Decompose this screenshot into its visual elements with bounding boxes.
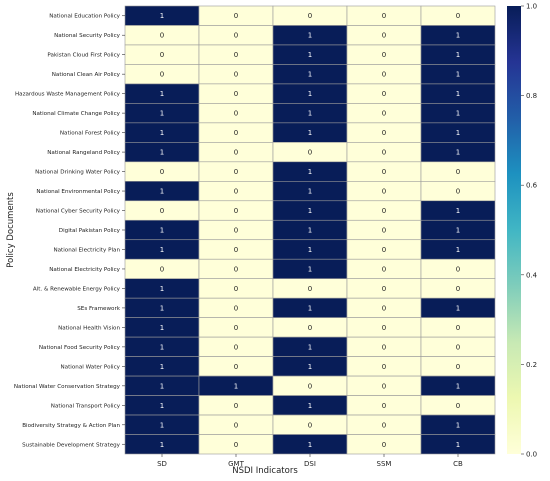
cell-value-label: 0	[233, 304, 239, 313]
y-tick-label: Hazardous Waste Management Policy	[14, 91, 120, 98]
cell-value-label: 0	[233, 401, 239, 410]
colorbar-tick-label: 0.8	[526, 92, 538, 101]
cell-value-label: 1	[159, 284, 165, 293]
cell-value-label: 0	[381, 12, 387, 21]
x-tick-label: SD	[157, 460, 167, 468]
cell-value-label: 1	[307, 90, 313, 99]
cell-value-label: 0	[381, 245, 387, 254]
colorbar	[507, 6, 521, 454]
cell-value-label: 1	[455, 148, 461, 157]
cell-value-label: 0	[307, 284, 313, 293]
x-tick-label: DSI	[304, 460, 316, 468]
cell-value-label: 0	[381, 187, 387, 196]
cell-value-label: 1	[159, 12, 165, 21]
cell-value-label: 0	[233, 148, 239, 157]
y-tick-label: National Forest Policy	[59, 130, 120, 137]
cell-value-label: 0	[233, 168, 239, 177]
cell-value-label: 0	[233, 129, 239, 138]
cell-value-label: 0	[455, 323, 461, 332]
cell-value-label: 1	[455, 70, 461, 79]
cell-value-label: 0	[455, 168, 461, 177]
cell-value-label: 1	[307, 109, 313, 118]
x-axis-label: NSDI Indicators	[232, 466, 298, 476]
cell-value-label: 1	[159, 90, 165, 99]
cell-value-label: 1	[233, 382, 239, 391]
colorbar-tick-label: 0.6	[526, 181, 538, 190]
cell-value-label: 1	[159, 343, 165, 352]
cell-value-label: 1	[307, 51, 313, 60]
cell-value-label: 1	[307, 168, 313, 177]
colorbar-ticks	[521, 3, 538, 459]
cell-value-label: 0	[159, 51, 165, 60]
y-tick-label: National Water Conservation Strategy	[13, 383, 120, 390]
cell-value-label: 0	[233, 207, 239, 216]
cell-value-label: 1	[455, 382, 461, 391]
y-tick-label: Biodiversity Strategy & Action Plan	[22, 422, 120, 429]
cell-value-label: 0	[381, 343, 387, 352]
x-tick-label: GMT	[228, 460, 244, 468]
cell-value-label: 0	[381, 421, 387, 430]
cell-value-label: 0	[381, 362, 387, 371]
cell-value-label: 0	[307, 12, 313, 21]
y-tick-label: National Transport Policy	[50, 403, 120, 410]
cell-value-label: 0	[233, 343, 239, 352]
cell-value-label: 0	[233, 440, 239, 449]
cell-value-label: 1	[159, 382, 165, 391]
cell-value-label: 1	[307, 362, 313, 371]
cell-value-label: 0	[233, 90, 239, 99]
cell-value-label: 0	[307, 323, 313, 332]
y-tick-label: National Clean Air Policy	[51, 72, 120, 79]
y-tick-label: National Cyber Security Policy	[35, 208, 120, 215]
cell-value-label: 0	[381, 90, 387, 99]
y-tick-labels	[14, 14, 125, 449]
cell-value-label: 1	[455, 226, 461, 235]
cell-value-label: 0	[233, 70, 239, 79]
cell-value-label: 0	[455, 401, 461, 410]
cell-value-label: 0	[307, 421, 313, 430]
cell-value-label: 0	[381, 51, 387, 60]
cell-value-label: 1	[159, 362, 165, 371]
cell-value-label: 0	[233, 323, 239, 332]
cell-value-label: 0	[233, 109, 239, 118]
x-tick-labels	[157, 454, 463, 468]
cell-value-label: 0	[381, 207, 387, 216]
cell-value-label: 0	[455, 362, 461, 371]
cell-value-label: 0	[381, 129, 387, 138]
cell-value-label: 1	[307, 343, 313, 352]
cell-value-label: 0	[233, 265, 239, 274]
cell-value-label: 0	[381, 265, 387, 274]
cell-value-label: 0	[381, 70, 387, 79]
cell-value-label: 0	[233, 226, 239, 235]
cell-value-label: 1	[159, 245, 165, 254]
cell-value-label: 0	[233, 284, 239, 293]
cell-value-label: 1	[159, 129, 165, 138]
cell-value-label: 1	[455, 304, 461, 313]
cell-value-label: 1	[455, 90, 461, 99]
y-tick-label: National Education Policy	[49, 13, 120, 20]
cell-value-label: 1	[307, 207, 313, 216]
cell-value-label: 1	[159, 401, 165, 410]
x-tick-label: CB	[453, 460, 463, 468]
y-tick-label: National Health Vision	[58, 325, 120, 332]
cell-value-label: 1	[159, 323, 165, 332]
cell-value-label: 0	[455, 187, 461, 196]
cell-value-label: 1	[307, 129, 313, 138]
cell-value-label: 1	[307, 226, 313, 235]
cell-value-label: 1	[307, 187, 313, 196]
cell-value-label: 1	[159, 440, 165, 449]
cell-value-label: 0	[381, 382, 387, 391]
cell-value-label: 0	[159, 168, 165, 177]
y-tick-label: National Food Security Policy	[38, 344, 120, 351]
y-tick-label: National Electricity Policy	[49, 266, 120, 273]
y-tick-label: National Electricity Plan	[53, 247, 120, 254]
cell-value-label: 0	[233, 421, 239, 430]
y-tick-label: National Security Policy	[54, 33, 120, 40]
cell-value-label: 1	[159, 304, 165, 313]
cell-value-label: 0	[381, 31, 387, 40]
colorbar-tick-label: 0.4	[526, 271, 538, 280]
cell-value-label: 1	[455, 31, 461, 40]
cell-value-label: 1	[307, 265, 313, 274]
cell-value-label: 1	[455, 109, 461, 118]
cell-value-label: 0	[455, 12, 461, 21]
colorbar-tick-label: 0.0	[526, 450, 538, 459]
cell-value-label: 1	[307, 245, 313, 254]
colorbar-tick-label: 0.2	[526, 360, 538, 369]
cell-value-label: 1	[455, 129, 461, 138]
y-tick-label: National Environmental Policy	[36, 189, 120, 196]
cell-value-label: 0	[159, 265, 165, 274]
cell-value-label: 0	[455, 343, 461, 352]
cell-value-label: 0	[233, 31, 239, 40]
colorbar-tick-label: 1.0	[526, 2, 538, 11]
cell-value-label: 1	[455, 51, 461, 60]
cell-value-label: 1	[307, 70, 313, 79]
cell-value-label: 1	[159, 421, 165, 430]
cell-value-label: 0	[307, 382, 313, 391]
cell-value-label: 1	[159, 226, 165, 235]
cell-value-label: 0	[381, 148, 387, 157]
cell-value-label: 0	[159, 31, 165, 40]
y-tick-label: Alt. & Renewable Energy Policy	[32, 286, 120, 293]
cell-value-label: 0	[381, 323, 387, 332]
cell-value-label: 0	[381, 401, 387, 410]
cell-value-label: 1	[455, 245, 461, 254]
cell-value-label: 0	[233, 187, 239, 196]
cell-value-label: 1	[307, 304, 313, 313]
cell-value-label: 0	[455, 284, 461, 293]
cell-value-label: 0	[381, 109, 387, 118]
cell-value-label: 1	[455, 440, 461, 449]
cell-value-label: 0	[381, 440, 387, 449]
cell-value-label: 0	[233, 12, 239, 21]
cell-value-label: 1	[159, 109, 165, 118]
cell-value-label: 0	[455, 265, 461, 274]
y-tick-label: Sustainable Development Strategy	[22, 442, 120, 449]
cell-value-label: 0	[381, 304, 387, 313]
y-tick-label: National Water Policy	[60, 364, 120, 371]
y-tick-label: SEs Framework	[77, 305, 120, 312]
cell-value-label: 1	[159, 187, 165, 196]
y-tick-label: Pakistan Cloud First Policy	[47, 52, 120, 59]
cell-value-label: 1	[455, 207, 461, 216]
y-tick-label: National Climate Change Policy	[32, 111, 120, 118]
cell-value-label: 0	[307, 148, 313, 157]
cell-value-label: 0	[381, 168, 387, 177]
y-tick-label: National Drinking Water Policy	[35, 169, 120, 176]
cell-value-label: 1	[159, 148, 165, 157]
cell-value-label: 0	[233, 362, 239, 371]
cell-value-label: 0	[233, 245, 239, 254]
y-axis-label: Policy Documents	[6, 192, 16, 268]
cell-value-label: 0	[159, 70, 165, 79]
x-tick-label: SSM	[376, 460, 392, 468]
cell-value-label: 0	[159, 207, 165, 216]
cell-value-label: 1	[307, 31, 313, 40]
cell-value-label: 0	[381, 284, 387, 293]
cell-value-label: 0	[381, 226, 387, 235]
cell-value-label: 1	[455, 421, 461, 430]
y-tick-label: Digital Pakistan Policy	[58, 228, 120, 234]
cell-value-label: 0	[233, 51, 239, 60]
cell-value-label: 1	[307, 440, 313, 449]
y-tick-label: National Rangeland Policy	[47, 150, 120, 157]
cell-value-label: 1	[307, 401, 313, 410]
